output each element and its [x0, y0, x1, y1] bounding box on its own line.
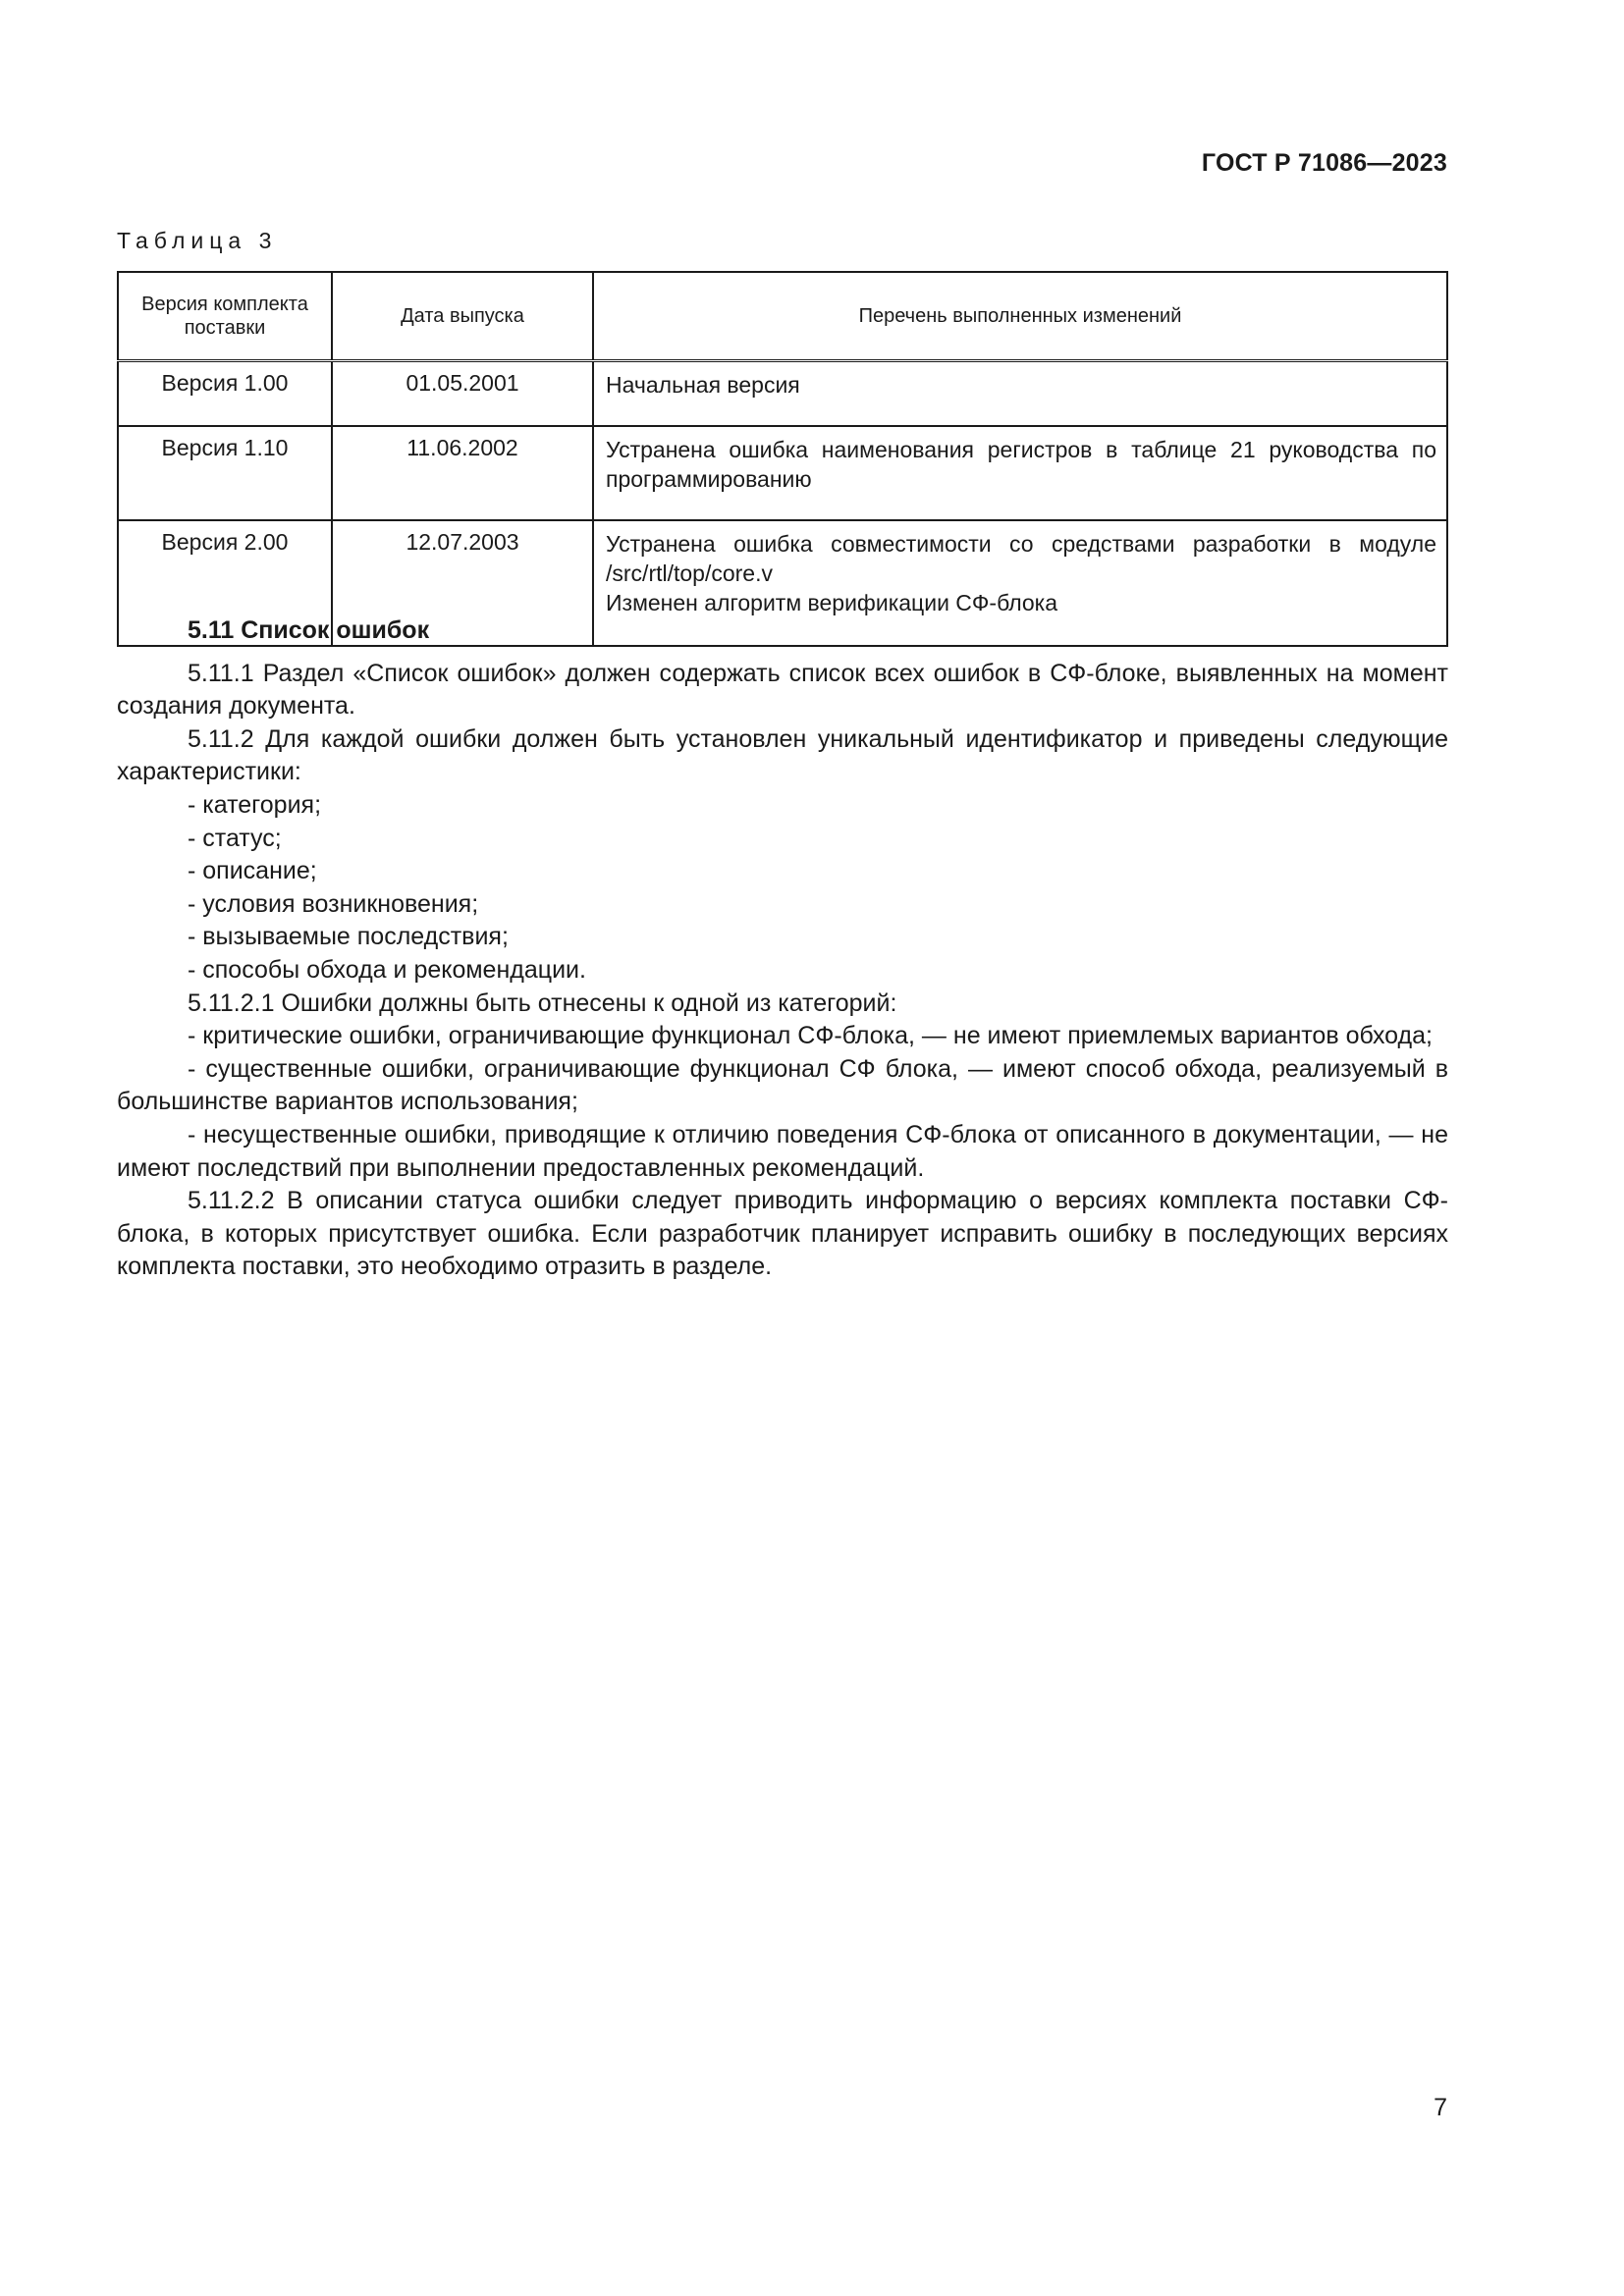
- version-cell: Версия 1.10: [118, 426, 332, 520]
- change-item: Начальная версия: [606, 372, 800, 398]
- column-header-date: Дата выпуска: [332, 272, 593, 361]
- list-item: - способы обхода и рекомендации.: [188, 955, 586, 984]
- paragraph: 5.11.2 Для каждой ошибки должен быть установлен уникальный идентификатор и приведены следующие характеристики:: [117, 724, 1448, 786]
- table-row: [118, 361, 1447, 427]
- table-row: [118, 426, 1447, 520]
- paragraph: 5.11.1 Раздел «Список ошибок» должен содержать список всех ошибок в СФ-блоке, выявленных на момент создания документа.: [117, 659, 1448, 721]
- change-item: Изменен алгоритм верификации СФ-блока: [606, 590, 1058, 615]
- versions-table: [117, 271, 1448, 647]
- document-code: ГОСТ Р 71086—2023: [1201, 149, 1447, 177]
- list-item: - несущественные ошибки, приводящие к отличию поведения СФ-блока от описанного в документации, — не имеют последствий при выполнении предоставленных рекомендаций.: [117, 1120, 1448, 1182]
- date-cell: 11.06.2002: [332, 426, 593, 520]
- version-cell: Версия 2.00: [118, 520, 332, 646]
- table-header-row: [118, 272, 1447, 361]
- paragraph: 5.11.2.2 В описании статуса ошибки следует приводить информацию о версиях комплекта поставки СФ-блока, в которых присутствует ошибка. Если разработчик планирует исправить ошибку в последующих версиях комплекта поставки, это необходимо отразить в разделе.: [117, 1187, 1448, 1281]
- list-item: - условия возникновения;: [188, 889, 479, 918]
- table-caption: Таблица 3: [117, 228, 278, 253]
- date-cell: 01.05.2001: [332, 361, 593, 427]
- list-item: - описание;: [188, 857, 317, 885]
- section-heading: 5.11 Список ошибок: [188, 616, 430, 644]
- change-item: Устранена ошибка наименования регистров в таблице 21 руководства по программированию: [606, 437, 1436, 492]
- list-item: - статус;: [188, 824, 282, 852]
- page-number: 7: [1434, 2094, 1447, 2121]
- list-item: - категория;: [188, 790, 322, 819]
- list-item: - вызываемые последствия;: [188, 923, 509, 951]
- paragraph: 5.11.2.1 Ошибки должны быть отнесены к одной из категорий:: [188, 988, 897, 1017]
- column-header-version: Версия комплекта поставки: [118, 272, 332, 361]
- list-item: - критические ошибки, ограничивающие функционал СФ-блока, — не имеют приемлемых вариантов обхода;: [188, 1022, 1433, 1050]
- change-item: Устранена ошибка совместимости со средствами разработки в модуле /src/rtl/top/core.v: [606, 531, 1436, 586]
- date-cell: 12.07.2003: [332, 520, 593, 646]
- version-cell: Версия 1.00: [118, 361, 332, 427]
- changes-cell: [593, 426, 1447, 520]
- list-item: - существенные ошибки, ограничивающие функционал СФ блока, — имеют способ обхода, реализуемый в большинстве вариантов использования;: [117, 1054, 1448, 1116]
- changes-cell: [593, 361, 1447, 427]
- section-body: [117, 614, 1448, 1284]
- column-header-changes: Перечень выполненных изменений: [593, 272, 1447, 361]
